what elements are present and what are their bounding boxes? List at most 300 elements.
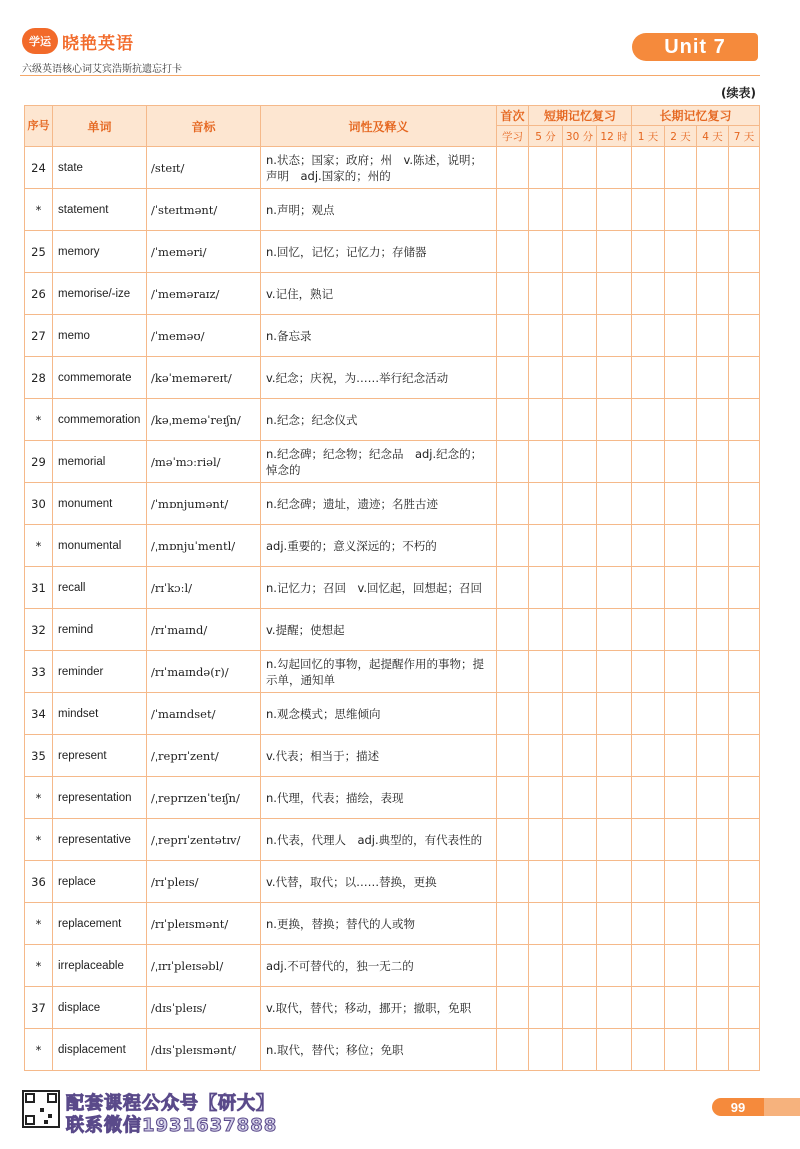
footer-promo-line1: 配套课程公众号【研大】 bbox=[66, 1093, 275, 1114]
check-4d bbox=[697, 567, 729, 609]
row-definition: v.取代，替代；移动，挪开；撤职，免职 bbox=[261, 987, 497, 1029]
check-2d bbox=[665, 861, 697, 903]
row-definition: n.备忘录 bbox=[261, 315, 497, 357]
table-row bbox=[25, 1029, 760, 1071]
row-number: 33 bbox=[25, 651, 53, 693]
header-seq: 序号 bbox=[25, 106, 53, 147]
row-definition: n.观念模式；思维倾向 bbox=[261, 693, 497, 735]
row-word: memory bbox=[53, 231, 147, 273]
row-definition: n.代理，代表；描绘，表现 bbox=[261, 777, 497, 819]
check-7d bbox=[729, 861, 760, 903]
row-word: replace bbox=[53, 861, 147, 903]
check-2d bbox=[665, 441, 697, 483]
check-5min bbox=[529, 147, 563, 189]
row-number: 36 bbox=[25, 861, 53, 903]
check-4d bbox=[697, 609, 729, 651]
check-5min bbox=[529, 399, 563, 441]
book-subtitle: 六级英语核心词艾宾浩斯抗遗忘打卡 bbox=[22, 64, 182, 75]
page-number: 99 bbox=[712, 1098, 764, 1116]
check-30min bbox=[563, 819, 597, 861]
row-definition: v.代表；相当于；描述 bbox=[261, 735, 497, 777]
check-4d bbox=[697, 315, 729, 357]
check-4d bbox=[697, 819, 729, 861]
check-first-study bbox=[497, 693, 529, 735]
row-definition: n.纪念碑；遗址，遗迹；名胜古迹 bbox=[261, 483, 497, 525]
check-first-study bbox=[497, 987, 529, 1029]
row-word: remind bbox=[53, 609, 147, 651]
row-definition: n.状态；国家；政府；州 v.陈述，说明；声明 adj.国家的；州的 bbox=[261, 147, 497, 189]
header-30min: 30 分 bbox=[563, 126, 597, 147]
check-4d bbox=[697, 651, 729, 693]
row-word: displace bbox=[53, 987, 147, 1029]
header-word: 单词 bbox=[53, 106, 147, 147]
check-1d bbox=[632, 819, 665, 861]
check-1d bbox=[632, 651, 665, 693]
header-5min: 5 分 bbox=[529, 126, 563, 147]
check-12h bbox=[597, 945, 632, 987]
check-7d bbox=[729, 1029, 760, 1071]
check-12h bbox=[597, 483, 632, 525]
check-first-study bbox=[497, 315, 529, 357]
row-phonetic: /ˌmɒnjuˈmentl/ bbox=[147, 525, 261, 567]
check-4d bbox=[697, 231, 729, 273]
row-word: memorial bbox=[53, 441, 147, 483]
check-1d bbox=[632, 1029, 665, 1071]
header-long-review: 长期记忆复习 bbox=[632, 106, 760, 126]
check-2d bbox=[665, 273, 697, 315]
check-2d bbox=[665, 735, 697, 777]
table-row bbox=[25, 567, 760, 609]
row-phonetic: /kəˈmeməreɪt/ bbox=[147, 357, 261, 399]
row-word: representation bbox=[53, 777, 147, 819]
row-definition: adj.重要的；意义深远的；不朽的 bbox=[261, 525, 497, 567]
row-phonetic: /ˈmɒnjumənt/ bbox=[147, 483, 261, 525]
check-30min bbox=[563, 903, 597, 945]
check-4d bbox=[697, 777, 729, 819]
check-12h bbox=[597, 525, 632, 567]
row-word: represent bbox=[53, 735, 147, 777]
table-row bbox=[25, 735, 760, 777]
check-30min bbox=[563, 273, 597, 315]
check-5min bbox=[529, 945, 563, 987]
check-4d bbox=[697, 987, 729, 1029]
check-30min bbox=[563, 777, 597, 819]
table-row bbox=[25, 819, 760, 861]
row-word: representative bbox=[53, 819, 147, 861]
header-12h: 12 时 bbox=[597, 126, 632, 147]
check-30min bbox=[563, 693, 597, 735]
row-number: 32 bbox=[25, 609, 53, 651]
check-12h bbox=[597, 399, 632, 441]
check-12h bbox=[597, 609, 632, 651]
check-first-study bbox=[497, 357, 529, 399]
check-4d bbox=[697, 273, 729, 315]
table-row bbox=[25, 609, 760, 651]
footer-promo-line2: 联系微信1931637888 bbox=[66, 1115, 278, 1136]
check-2d bbox=[665, 567, 697, 609]
row-number: * bbox=[25, 399, 53, 441]
check-12h bbox=[597, 987, 632, 1029]
check-7d bbox=[729, 483, 760, 525]
check-2d bbox=[665, 315, 697, 357]
row-definition: adj.不可替代的，独一无二的 bbox=[261, 945, 497, 987]
check-7d bbox=[729, 315, 760, 357]
unit-badge: Unit 7 bbox=[632, 33, 758, 61]
check-5min bbox=[529, 609, 563, 651]
check-5min bbox=[529, 735, 563, 777]
check-30min bbox=[563, 1029, 597, 1071]
table-row bbox=[25, 693, 760, 735]
check-4d bbox=[697, 861, 729, 903]
row-phonetic: /kəˌmeməˈreɪʃn/ bbox=[147, 399, 261, 441]
check-2d bbox=[665, 987, 697, 1029]
check-1d bbox=[632, 273, 665, 315]
table-row bbox=[25, 399, 760, 441]
check-2d bbox=[665, 903, 697, 945]
check-30min bbox=[563, 651, 597, 693]
row-number: 29 bbox=[25, 441, 53, 483]
check-1d bbox=[632, 147, 665, 189]
check-first-study bbox=[497, 525, 529, 567]
check-7d bbox=[729, 819, 760, 861]
check-7d bbox=[729, 651, 760, 693]
row-phonetic: /ˌɪrɪˈpleɪsəbl/ bbox=[147, 945, 261, 987]
row-number: * bbox=[25, 903, 53, 945]
row-word: recall bbox=[53, 567, 147, 609]
check-first-study bbox=[497, 735, 529, 777]
check-4d bbox=[697, 525, 729, 567]
qr-code-icon bbox=[22, 1090, 60, 1128]
check-7d bbox=[729, 987, 760, 1029]
check-12h bbox=[597, 903, 632, 945]
check-5min bbox=[529, 567, 563, 609]
check-5min bbox=[529, 693, 563, 735]
check-5min bbox=[529, 819, 563, 861]
row-word: commemoration bbox=[53, 399, 147, 441]
check-1d bbox=[632, 609, 665, 651]
header-2d: 2 天 bbox=[665, 126, 697, 147]
row-phonetic: /dɪsˈpleɪsmənt/ bbox=[147, 1029, 261, 1071]
check-2d bbox=[665, 147, 697, 189]
table-row bbox=[25, 525, 760, 567]
check-12h bbox=[597, 147, 632, 189]
row-phonetic: /ˌreprɪˈzent/ bbox=[147, 735, 261, 777]
row-word: mindset bbox=[53, 693, 147, 735]
check-7d bbox=[729, 231, 760, 273]
table-row bbox=[25, 441, 760, 483]
check-first-study bbox=[497, 399, 529, 441]
row-phonetic: /ˈsteɪtmənt/ bbox=[147, 189, 261, 231]
check-30min bbox=[563, 147, 597, 189]
check-12h bbox=[597, 651, 632, 693]
header-4d: 4 天 bbox=[697, 126, 729, 147]
row-number: 25 bbox=[25, 231, 53, 273]
brand-name: 晓艳英语 bbox=[62, 33, 134, 54]
row-phonetic: /ˈmeməʊ/ bbox=[147, 315, 261, 357]
check-12h bbox=[597, 1029, 632, 1071]
table-row bbox=[25, 987, 760, 1029]
check-first-study bbox=[497, 651, 529, 693]
row-phonetic: /ˈmeməraɪz/ bbox=[147, 273, 261, 315]
check-first-study bbox=[497, 567, 529, 609]
check-5min bbox=[529, 861, 563, 903]
check-first-study bbox=[497, 819, 529, 861]
check-4d bbox=[697, 483, 729, 525]
check-30min bbox=[563, 315, 597, 357]
row-phonetic: /dɪsˈpleɪs/ bbox=[147, 987, 261, 1029]
check-7d bbox=[729, 693, 760, 735]
row-definition: v.提醒；使想起 bbox=[261, 609, 497, 651]
check-5min bbox=[529, 1029, 563, 1071]
check-2d bbox=[665, 945, 697, 987]
check-30min bbox=[563, 231, 597, 273]
row-phonetic: /rɪˈmaɪndə(r)/ bbox=[147, 651, 261, 693]
row-definition: n.声明；观点 bbox=[261, 189, 497, 231]
row-number: 35 bbox=[25, 735, 53, 777]
check-5min bbox=[529, 357, 563, 399]
check-4d bbox=[697, 441, 729, 483]
check-30min bbox=[563, 441, 597, 483]
check-2d bbox=[665, 1029, 697, 1071]
check-12h bbox=[597, 777, 632, 819]
check-1d bbox=[632, 693, 665, 735]
check-30min bbox=[563, 735, 597, 777]
table-row bbox=[25, 945, 760, 987]
check-1d bbox=[632, 777, 665, 819]
check-7d bbox=[729, 567, 760, 609]
check-first-study bbox=[497, 231, 529, 273]
table-row bbox=[25, 273, 760, 315]
check-1d bbox=[632, 315, 665, 357]
check-7d bbox=[729, 399, 760, 441]
row-phonetic: /rɪˈpleɪsmənt/ bbox=[147, 903, 261, 945]
row-number: 31 bbox=[25, 567, 53, 609]
check-12h bbox=[597, 819, 632, 861]
check-1d bbox=[632, 945, 665, 987]
check-5min bbox=[529, 273, 563, 315]
row-number: 37 bbox=[25, 987, 53, 1029]
row-number: * bbox=[25, 819, 53, 861]
check-12h bbox=[597, 861, 632, 903]
check-12h bbox=[597, 735, 632, 777]
check-first-study bbox=[497, 945, 529, 987]
header-first: 首次 bbox=[497, 106, 529, 126]
row-definition: n.代表，代理人 adj.典型的，有代表性的 bbox=[261, 819, 497, 861]
table-row bbox=[25, 651, 760, 693]
check-first-study bbox=[497, 1029, 529, 1071]
header-ipa: 音标 bbox=[147, 106, 261, 147]
header-def: 词性及释义 bbox=[261, 106, 497, 147]
table-row bbox=[25, 903, 760, 945]
page-tab-strip bbox=[764, 1098, 800, 1116]
check-5min bbox=[529, 651, 563, 693]
check-1d bbox=[632, 567, 665, 609]
table-row bbox=[25, 777, 760, 819]
check-first-study bbox=[497, 483, 529, 525]
check-4d bbox=[697, 357, 729, 399]
header-divider bbox=[20, 75, 760, 76]
row-word: statement bbox=[53, 189, 147, 231]
brand bbox=[22, 28, 134, 54]
check-1d bbox=[632, 525, 665, 567]
row-phonetic: /ˈmaɪndset/ bbox=[147, 693, 261, 735]
row-phonetic: /məˈmɔːriəl/ bbox=[147, 441, 261, 483]
check-1d bbox=[632, 735, 665, 777]
check-7d bbox=[729, 189, 760, 231]
check-1d bbox=[632, 861, 665, 903]
row-number: * bbox=[25, 525, 53, 567]
check-first-study bbox=[497, 189, 529, 231]
continued-label: (续表) bbox=[721, 86, 756, 100]
table-row bbox=[25, 315, 760, 357]
check-4d bbox=[697, 189, 729, 231]
row-definition: n.取代，替代；移位；免职 bbox=[261, 1029, 497, 1071]
row-definition: n.勾起回忆的事物，起提醒作用的事物；提示单，通知单 bbox=[261, 651, 497, 693]
row-phonetic: /steɪt/ bbox=[147, 147, 261, 189]
check-7d bbox=[729, 441, 760, 483]
check-4d bbox=[697, 903, 729, 945]
check-30min bbox=[563, 189, 597, 231]
table-row bbox=[25, 357, 760, 399]
check-12h bbox=[597, 315, 632, 357]
row-definition: n.回忆，记忆；记忆力；存储器 bbox=[261, 231, 497, 273]
header-study: 学习 bbox=[497, 126, 529, 147]
check-4d bbox=[697, 735, 729, 777]
check-4d bbox=[697, 945, 729, 987]
row-definition: n.更换，替换；替代的人或物 bbox=[261, 903, 497, 945]
check-7d bbox=[729, 777, 760, 819]
check-30min bbox=[563, 567, 597, 609]
row-number: 26 bbox=[25, 273, 53, 315]
check-5min bbox=[529, 987, 563, 1029]
check-7d bbox=[729, 525, 760, 567]
check-7d bbox=[729, 609, 760, 651]
check-12h bbox=[597, 693, 632, 735]
check-30min bbox=[563, 945, 597, 987]
check-5min bbox=[529, 315, 563, 357]
check-first-study bbox=[497, 777, 529, 819]
check-4d bbox=[697, 1029, 729, 1071]
check-1d bbox=[632, 441, 665, 483]
check-30min bbox=[563, 987, 597, 1029]
check-5min bbox=[529, 231, 563, 273]
check-first-study bbox=[497, 441, 529, 483]
header-short-review: 短期记忆复习 bbox=[529, 106, 632, 126]
check-first-study bbox=[497, 273, 529, 315]
row-number: * bbox=[25, 777, 53, 819]
check-1d bbox=[632, 189, 665, 231]
row-phonetic: /ˌreprɪzenˈteɪʃn/ bbox=[147, 777, 261, 819]
check-2d bbox=[665, 231, 697, 273]
table-row bbox=[25, 861, 760, 903]
vocab-table bbox=[24, 105, 760, 1071]
check-1d bbox=[632, 399, 665, 441]
table-row bbox=[25, 189, 760, 231]
row-phonetic: /ˈmeməri/ bbox=[147, 231, 261, 273]
check-5min bbox=[529, 189, 563, 231]
check-2d bbox=[665, 525, 697, 567]
check-2d bbox=[665, 483, 697, 525]
check-5min bbox=[529, 441, 563, 483]
row-word: replacement bbox=[53, 903, 147, 945]
row-phonetic: /ˌreprɪˈzentətɪv/ bbox=[147, 819, 261, 861]
check-5min bbox=[529, 777, 563, 819]
row-word: memorise/-ize bbox=[53, 273, 147, 315]
row-definition: v.代替，取代；以……替换，更换 bbox=[261, 861, 497, 903]
check-2d bbox=[665, 609, 697, 651]
check-2d bbox=[665, 651, 697, 693]
header-7d: 7 天 bbox=[729, 126, 760, 147]
row-number: 28 bbox=[25, 357, 53, 399]
check-7d bbox=[729, 357, 760, 399]
vocab-body bbox=[25, 147, 760, 1071]
row-phonetic: /rɪˈpleɪs/ bbox=[147, 861, 261, 903]
row-word: state bbox=[53, 147, 147, 189]
row-number: 27 bbox=[25, 315, 53, 357]
check-2d bbox=[665, 357, 697, 399]
row-definition: v.记住，熟记 bbox=[261, 273, 497, 315]
check-first-study bbox=[497, 609, 529, 651]
row-word: reminder bbox=[53, 651, 147, 693]
check-30min bbox=[563, 525, 597, 567]
check-12h bbox=[597, 189, 632, 231]
row-number: 34 bbox=[25, 693, 53, 735]
table-row bbox=[25, 231, 760, 273]
row-definition: v.纪念；庆祝，为……举行纪念活动 bbox=[261, 357, 497, 399]
row-definition: n.纪念碑；纪念物；纪念品 adj.纪念的；悼念的 bbox=[261, 441, 497, 483]
check-4d bbox=[697, 147, 729, 189]
check-12h bbox=[597, 231, 632, 273]
check-30min bbox=[563, 357, 597, 399]
check-1d bbox=[632, 483, 665, 525]
check-5min bbox=[529, 525, 563, 567]
check-7d bbox=[729, 273, 760, 315]
check-4d bbox=[697, 693, 729, 735]
check-30min bbox=[563, 861, 597, 903]
brand-logo: 学运 bbox=[22, 28, 58, 54]
table-row bbox=[25, 147, 760, 189]
row-number: 24 bbox=[25, 147, 53, 189]
check-2d bbox=[665, 399, 697, 441]
row-phonetic: /rɪˈkɔːl/ bbox=[147, 567, 261, 609]
check-1d bbox=[632, 987, 665, 1029]
header-1d: 1 天 bbox=[632, 126, 665, 147]
row-number: 30 bbox=[25, 483, 53, 525]
check-2d bbox=[665, 777, 697, 819]
check-2d bbox=[665, 693, 697, 735]
row-word: monument bbox=[53, 483, 147, 525]
check-5min bbox=[529, 903, 563, 945]
check-1d bbox=[632, 357, 665, 399]
row-definition: n.纪念；纪念仪式 bbox=[261, 399, 497, 441]
check-30min bbox=[563, 609, 597, 651]
row-number: * bbox=[25, 1029, 53, 1071]
row-phonetic: /rɪˈmaɪnd/ bbox=[147, 609, 261, 651]
row-word: displacement bbox=[53, 1029, 147, 1071]
check-5min bbox=[529, 483, 563, 525]
row-word: commemorate bbox=[53, 357, 147, 399]
row-word: memo bbox=[53, 315, 147, 357]
check-2d bbox=[665, 819, 697, 861]
check-first-study bbox=[497, 861, 529, 903]
row-definition: n.记忆力；召回 v.回忆起，回想起；召回 bbox=[261, 567, 497, 609]
check-12h bbox=[597, 273, 632, 315]
check-1d bbox=[632, 903, 665, 945]
check-7d bbox=[729, 735, 760, 777]
row-number: * bbox=[25, 945, 53, 987]
check-4d bbox=[697, 399, 729, 441]
check-7d bbox=[729, 945, 760, 987]
